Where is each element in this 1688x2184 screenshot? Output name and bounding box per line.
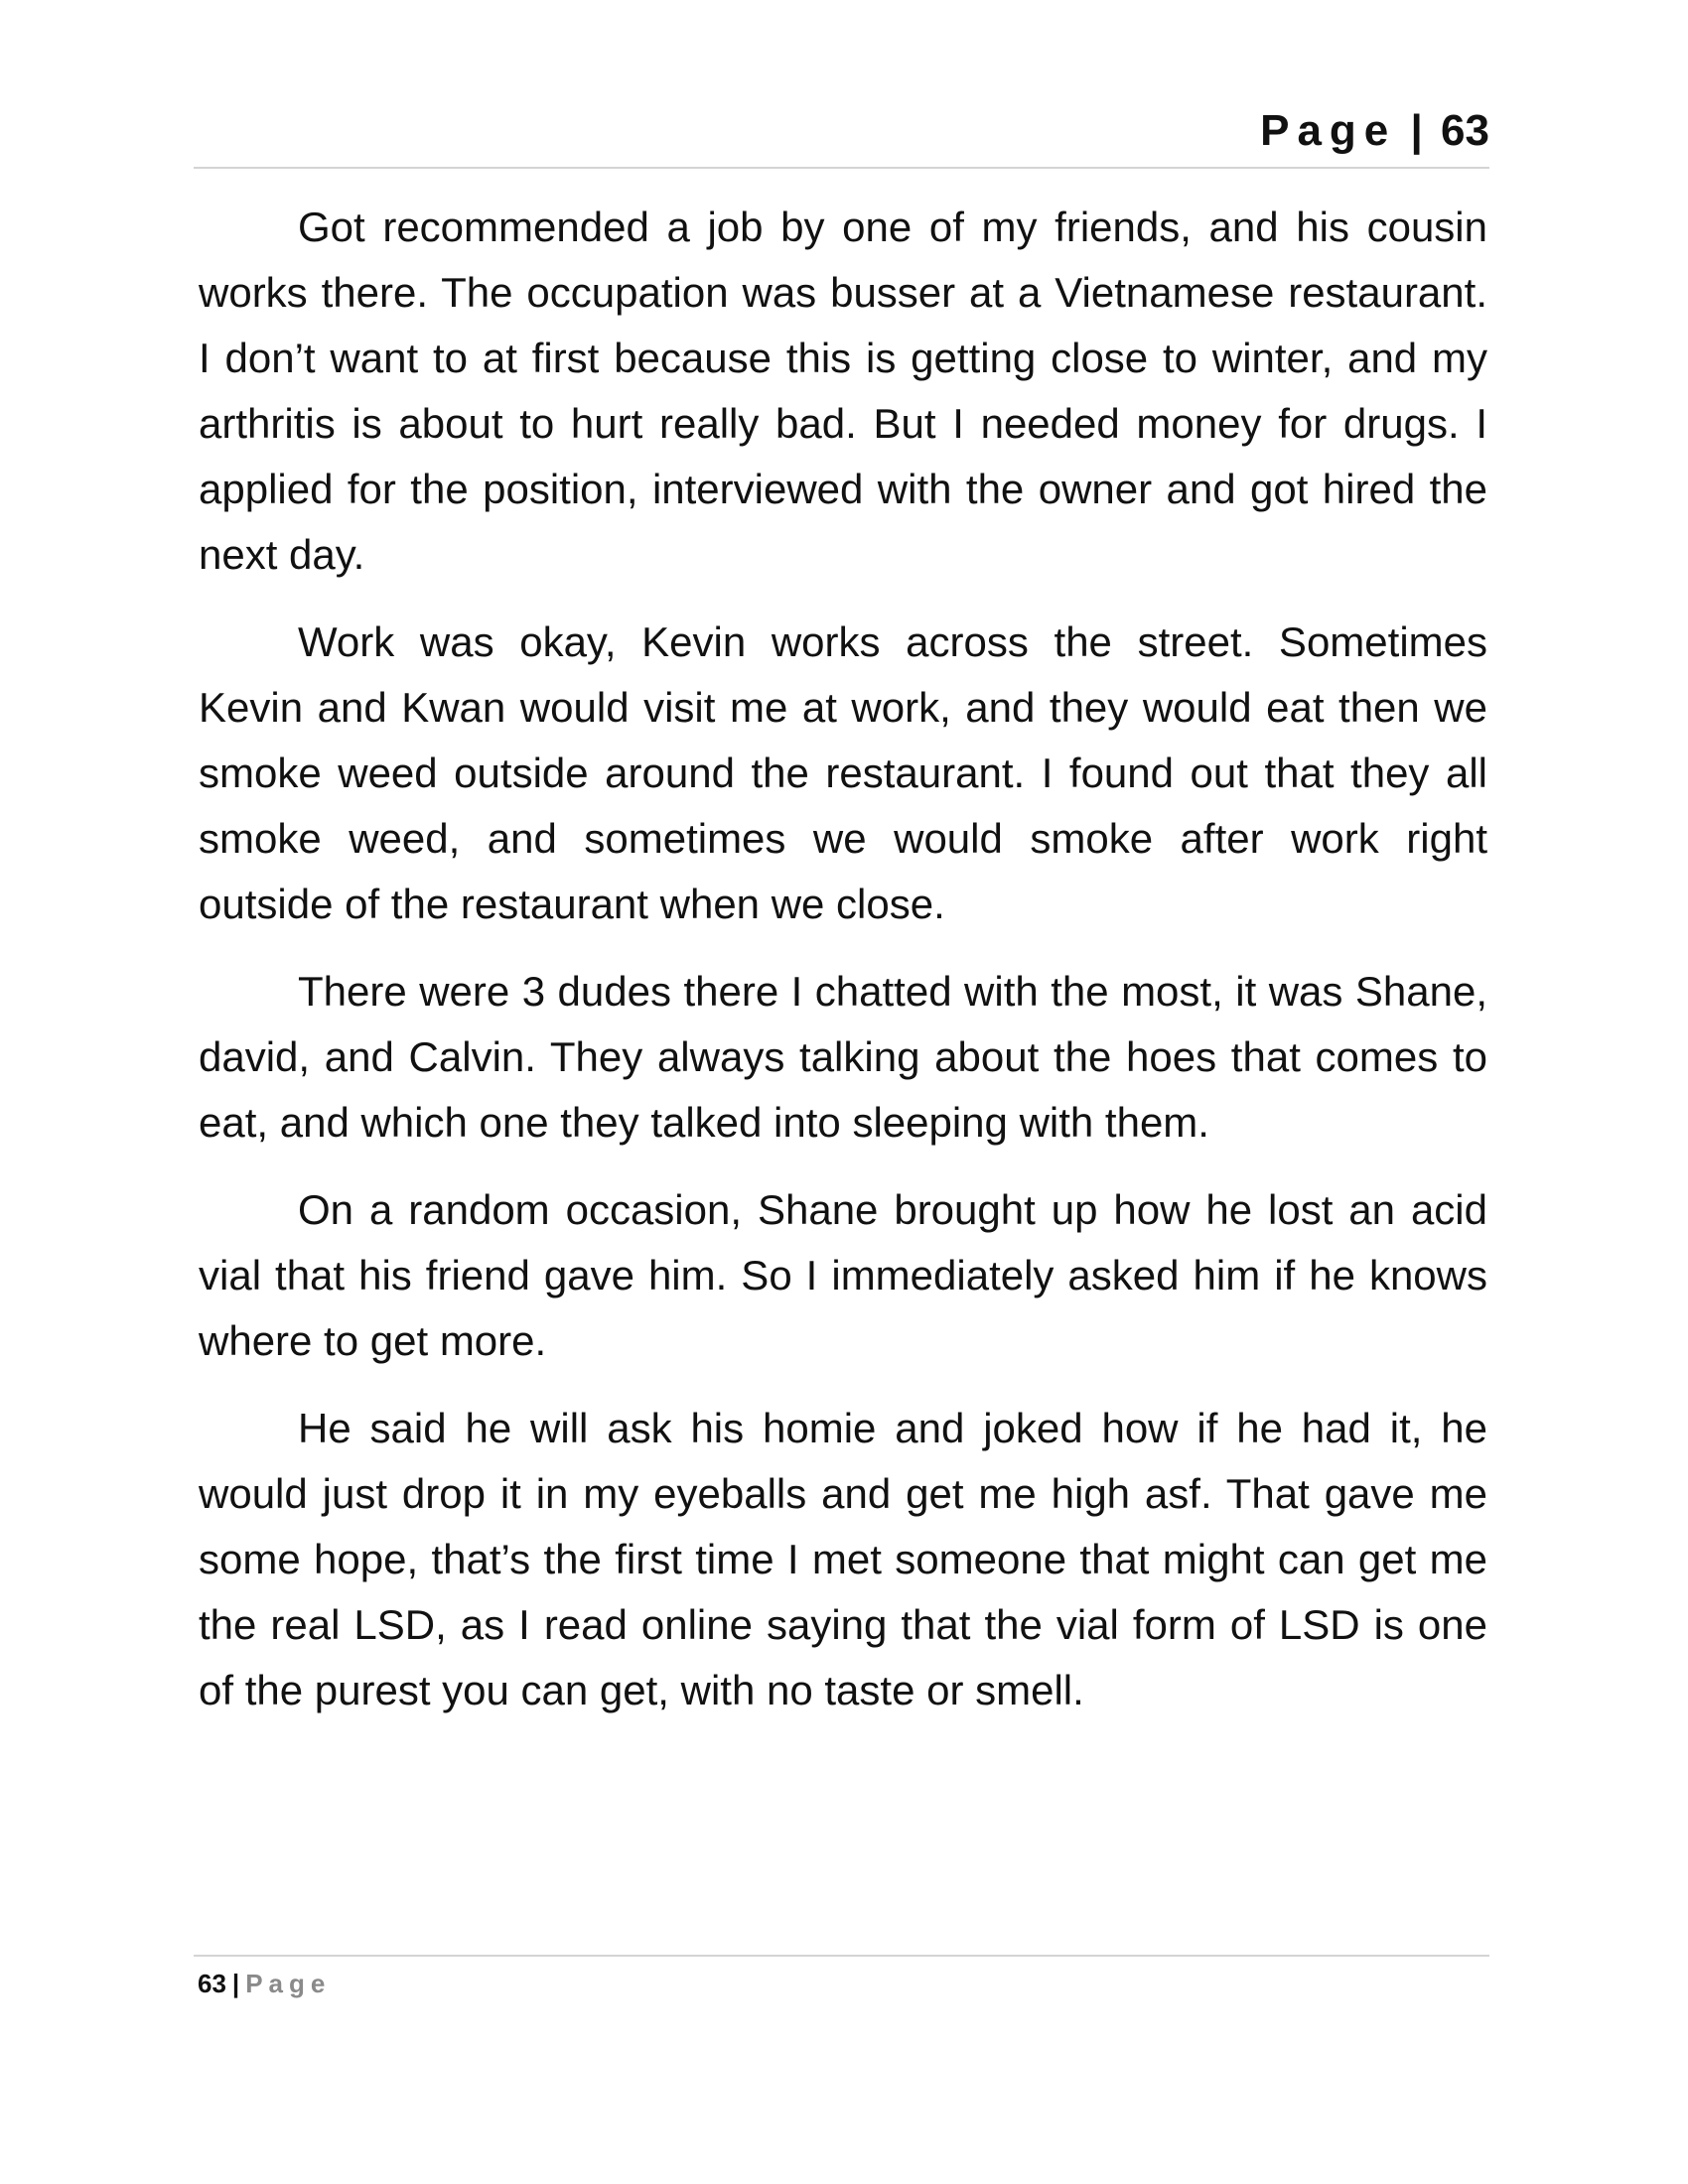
paragraph: Got recommended a job by one of my friends, and his cousin works there. The occupation was busser at a Vietnamese restaurant. I don’t want to at first because this is getting close to winter, and my arthritis is about to hurt really bad. But I needed money for drugs. I applied for the position, interviewed with the owner and got hired the next day. bbox=[199, 204, 1487, 578]
paragraph: Work was okay, Kevin works across the street. Sometimes Kevin and Kwan would visit me at work, and they would eat then we smoke weed outside around the restaurant. I found out that they all smoke weed, and sometimes we would smoke after work right outside of the restaurant when we close. bbox=[199, 618, 1487, 927]
paragraph: He said he will ask his homie and joked how if he had it, he would just drop it in my eyeballs and get me high asf. That gave me some hope, that’s the first time I met someone that might can get me the real LSD, as I read online saying that the vial form of LSD is one of the purest you can get, with no taste or smell. bbox=[199, 1405, 1487, 1713]
header-separator: | bbox=[1410, 106, 1423, 155]
header-page-word: Page bbox=[1260, 106, 1397, 155]
body-text bbox=[199, 195, 1487, 1745]
page-footer bbox=[198, 1964, 331, 2003]
paragraph: There were 3 dudes there I chatted with the most, it was Shane, david, and Calvin. They always talking about the hoes that comes to eat, and which one they talked into sleeping with them. bbox=[199, 968, 1487, 1146]
footer-divider bbox=[194, 1955, 1489, 1957]
footer-page-number: 63 bbox=[198, 1969, 226, 1998]
page-header bbox=[194, 101, 1489, 169]
footer-separator: | bbox=[231, 1969, 240, 1998]
footer-page-word: Page bbox=[245, 1969, 332, 1998]
header-page-number: 63 bbox=[1441, 106, 1489, 155]
paragraph: On a random occasion, Shane brought up how he lost an acid vial that his friend gave him. So I immediately asked him if he knows where to get more. bbox=[199, 1186, 1487, 1364]
